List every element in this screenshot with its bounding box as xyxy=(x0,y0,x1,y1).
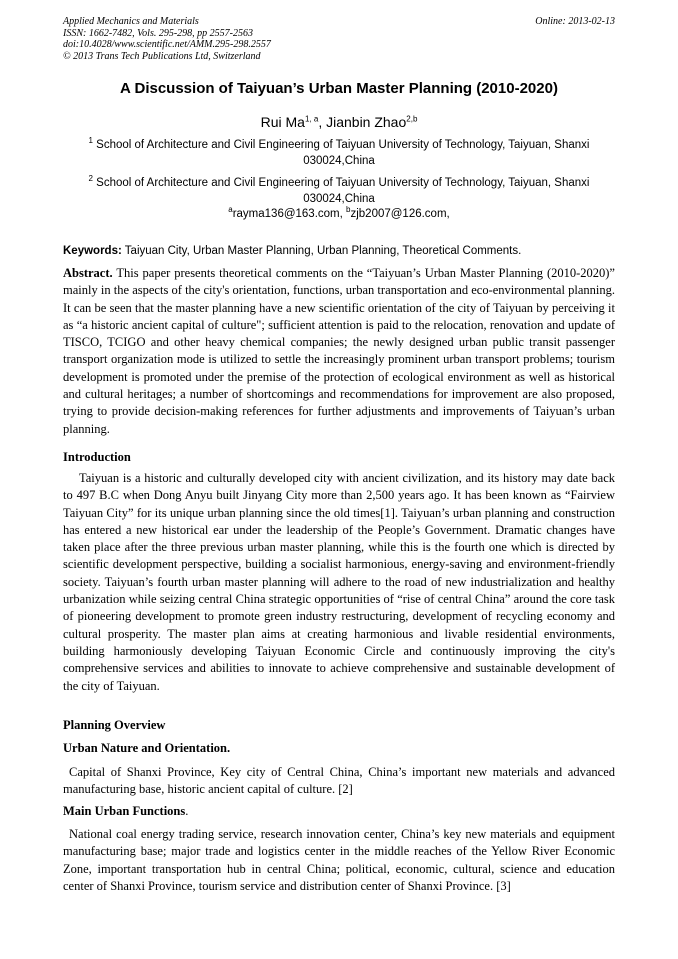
email-sup: a xyxy=(228,205,233,215)
author-line xyxy=(63,114,615,130)
affiliation-1 xyxy=(63,137,615,169)
author-sup: 1, a xyxy=(304,114,319,124)
paper-title: A Discussion of Taiyuan’s Urban Master Planning (2010-2020) xyxy=(120,80,558,97)
affiliation-num: 1 xyxy=(88,136,93,146)
affiliation-2 xyxy=(63,175,615,207)
introduction-heading: Introduction xyxy=(63,450,131,464)
keywords-label: Keywords: xyxy=(63,245,122,257)
affiliation-num: 2 xyxy=(88,174,93,184)
urban-nature-text: Capital of Shanxi Province, Key city of Central China, China’s important new materials and advanced manufacturing base, historic ancient capital of culture. [2] xyxy=(63,765,615,797)
urban-functions-heading-period: . xyxy=(185,804,189,818)
abstract-label: Abstract. xyxy=(63,266,113,280)
keywords-text: Taiyuan City, Urban Master Planning, Urban Planning, Theoretical Comments. xyxy=(124,245,522,257)
email-address[interactable]: zjb2007@126.com xyxy=(350,208,447,220)
abstract xyxy=(63,265,615,438)
introduction-paragraph xyxy=(63,470,615,695)
copyright-line: © 2013 Trans Tech Publications Ltd, Switzerland xyxy=(63,50,261,62)
issn-line: ISSN: 1662-7482, Vols. 295-298, pp 2557-2563 xyxy=(63,27,253,39)
affiliation-text: School of Architecture and Civil Engineering of Taiyuan University of Technology, Taiyuan, Shanxi 030024,China xyxy=(96,177,590,205)
email-sup: b xyxy=(346,205,351,215)
urban-functions-heading xyxy=(63,804,188,819)
urban-nature-paragraph xyxy=(63,764,615,799)
introduction-text: Taiyuan is a historic and culturally developed city with ancient civilization, and its history may date back to 497 B.C when Dong Anyu built Jinyang City more than 2,500 years ago. It has been known as “Fairview Taiyuan City” for its unique urban planning since the old times[1]. Taiyuan’s urban planning and construction has entered a new historical ear under the leadership of the People’s Government. Dramatic changes have taken place after the three previous urban master planning, while this is the fourth one which is directed by scientific development perspective, building a socialist harmonious, energy-saving and environment-friendly society. Taiyuan’s fourth urban master planning will adhere to the road of new industrialization and healthy urbanization while seizing central China strategic opportunities of “rise of central China” around the core task of pioneering development to promote green industry restructuring, development of recycling economy and cultural prosperity. The master plan aims at creating harmonious and livable residential environments, building harmoniously developing Taiyuan Economic Circle and continuously improving the city's comprehensive services and abilities to innovate to achieve comprehensive and sustainable development of the city of Taiyuan. xyxy=(63,471,615,693)
author-sup: 2,b xyxy=(406,114,418,124)
author-name: Rui Ma xyxy=(260,114,305,130)
email-line: $^a$rayma136@163.com, $^b$zjb2007@126.com, xyxy=(228,205,450,220)
keywords xyxy=(63,245,615,257)
author-name: Jianbin Zhao xyxy=(326,114,407,130)
abstract-text: This paper presents theoretical comments on the “Taiyuan’s Urban Master Planning (2010-2020)” mainly in the aspects of the city's orientation, functions, urban transportation and eco-environmental planning. It can be seen that the master planning have a new scientific orientation of the city of Taiyuan by perceiving it as “a historic ancient capital of culture"; sufficient attention is paid to the relocation, renovation and update of TISCO, TCIGO and other heavy chemical companies; the newly designed urban public transit passenger transport organization mode is utilized to settle the increasingly prominent urban transport problems; tourism development is promoted under the premise of the protection of ecological environment as well as historical and cultural heritages; a number of shortcomings and recommendations for improvement are also proposed, trying to provide decision-making references for further adjustments and improvements of Taiyuan’s urban planning. xyxy=(63,266,615,436)
urban-functions-text: National coal energy trading service, research innovation center, China’s key new materials and equipment manufacturing base; major trade and logistics center in the middle reaches of the Yellow River Economic Zone, important transportation hub in central China; political, economic, cultural, science and education center of Shanxi Province, tourism service and distribution center of Shanxi Province. [3] xyxy=(63,827,615,893)
urban-functions-paragraph xyxy=(63,826,615,895)
author-separator: , xyxy=(318,114,327,130)
urban-functions-heading-text: Main Urban Functions xyxy=(63,804,186,818)
online-date: Online: 2013-02-13 xyxy=(535,16,615,27)
urban-nature-heading: Urban Nature and Orientation. xyxy=(63,741,231,755)
doi-line: doi:10.4028/www.scientific.net/AMM.295-298.2557 xyxy=(63,39,271,50)
journal-name: Applied Mechanics and Materials xyxy=(63,16,199,27)
journal-header xyxy=(63,16,615,62)
planning-overview-heading: Planning Overview xyxy=(63,718,166,732)
affiliation-text: School of Architecture and Civil Engineering of Taiyuan University of Technology, Taiyuan, Shanxi 030024,China xyxy=(96,139,590,167)
email-address[interactable]: rayma136@163.com xyxy=(232,208,340,220)
